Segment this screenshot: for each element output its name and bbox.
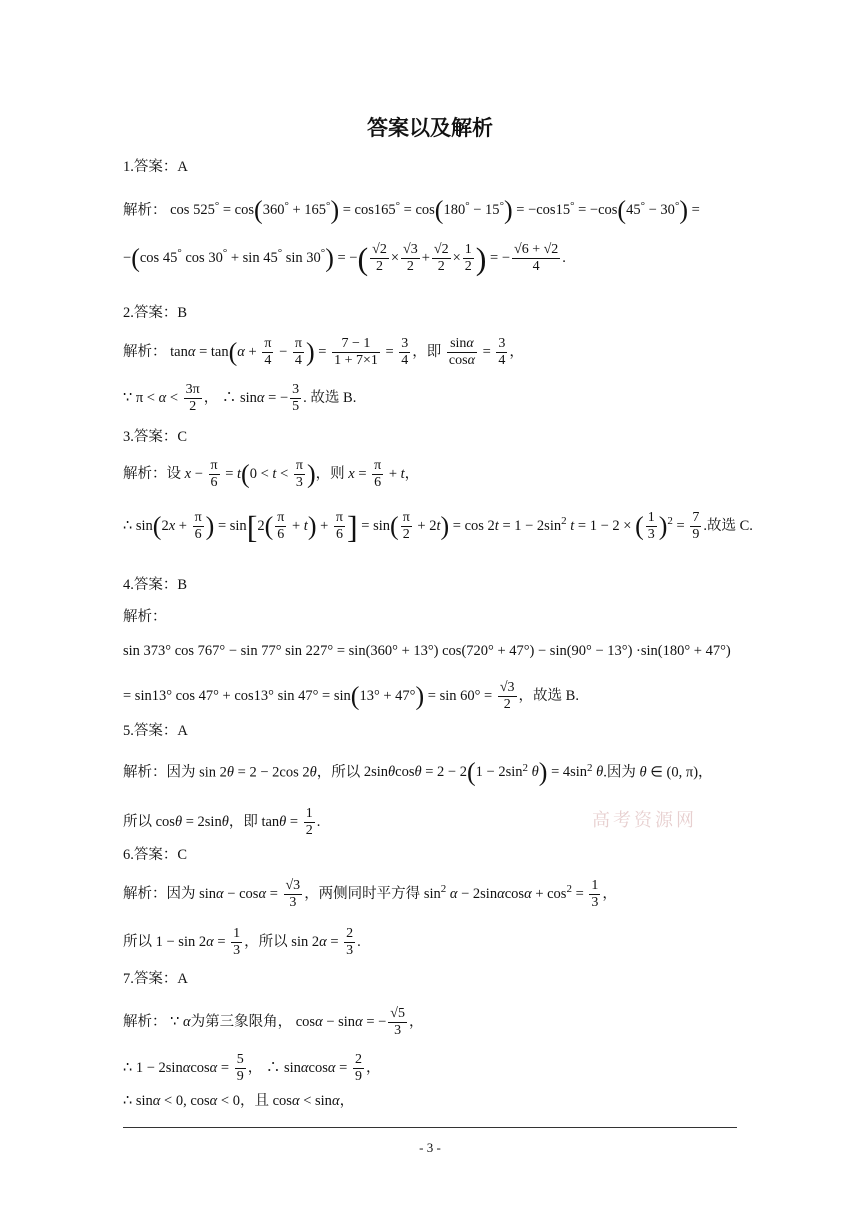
conclusion-3: .故选 C. bbox=[703, 517, 753, 534]
solution-1-line-1: 解析： cos 525° = cos(360° + 165°) = cos165° = cos(180° − 15°) = −cos15° = −cos(45° − 30°) = bbox=[123, 196, 700, 225]
text-ji: ，即 bbox=[412, 343, 442, 360]
solution-5-line-1: 解析：因为 sin 2θ = 2 − 2cos 2θ，所以 $2\sin\theta\cos\theta = 2 - 2(1 - 2\sin^2$ $\theta) = 4\sin^2$ θ.因为 θ ∈ (0, π)， bbox=[123, 758, 713, 787]
solution-5-line-2: 所以 cosθ = 2sinθ，即 tanθ = $\frac{1}{2}$ . bbox=[123, 806, 321, 839]
page-number: - 3 - bbox=[419, 1140, 441, 1155]
solution-6-line-1: 解析：因为 sinα − cosα = $\frac{√3}{3}$ ，两侧同时平方得 $\sin^2 \alpha - 2\sin\alpha\cos\alpha + \cos^2$ = $\frac{1}{3}$ ， bbox=[123, 878, 617, 911]
text-suoyi: ，所以 bbox=[316, 764, 361, 781]
solution-4-label: 解析： bbox=[123, 609, 167, 625]
text-suoyi-start: 所以 bbox=[123, 933, 152, 950]
watermark: 高考资源网 bbox=[592, 810, 697, 831]
answer-1: 1.答案：A bbox=[123, 159, 188, 175]
solution-2-line-1: 解析： tanα = tan(α + $\frac{\pi}{4}$ − $\frac{\pi}{4}$ ) = $\frac{7 - 1}{1 + 7\times 1}$ = $\frac{3}{4}$ ，即 $\frac{\sin\alpha}{\cos\alpha}$ = $\frac{3}{4}$ ， bbox=[123, 336, 524, 369]
solution-label: 解析： bbox=[123, 1013, 167, 1030]
solution-1-line-2: −(cos 45° cos 30° + sin 45° sin 30°) = −( $\frac{√2}{2}$ × $\frac{√3}{2}$ + $\frac{√2}{2}$ × $\frac{1}{2}$ ) = − $\frac{√6 + √2}{4}$ . bbox=[123, 240, 566, 277]
conclusion-4: ，故选 B. bbox=[518, 687, 579, 704]
solution-label: 解析： bbox=[123, 202, 167, 219]
answer-5: 5.答案：A bbox=[123, 723, 188, 739]
conclusion-2: 故选 B. bbox=[310, 389, 357, 406]
solution-3-line-2: ∴ sin(2x + $\frac{\pi}{6}$ ) = sin[2( $\frac{\pi}{6}$ + t) + $\frac{\pi}{6}$ ] = sin( $\frac{\pi}{2}$ + $2t) = \cos 2t = 1 - 2\sin^2$ t = 1 − 2 × ( $\frac{1}{3}$ )$^2$ = $\frac{7}{9}$ .故选 C. bbox=[123, 508, 753, 545]
solution-label: 解析：因为 bbox=[123, 764, 196, 781]
answer-3: 3.答案：C bbox=[123, 429, 188, 445]
answer-7: 7.答案：A bbox=[123, 971, 188, 987]
text-suoyi-start: 所以 bbox=[123, 813, 152, 830]
solution-2-line-2: ∵ π < α < $\frac{3\pi}{2}$ ， ∴ sinα = − $\frac{3}{5}$ . 故选 B. bbox=[123, 382, 357, 415]
solution-label: 解析：因为 bbox=[123, 885, 196, 902]
answer-4: 4.答案：B bbox=[123, 577, 188, 593]
solution-label: 解析： bbox=[123, 343, 167, 360]
solution-3-line-1: 解析：设 x − $\frac{\pi}{6}$ = t(0 < t < $\frac{\pi}{3}$ )，则 x = $\frac{\pi}{6}$ + t， bbox=[123, 458, 420, 491]
solution-4-line-2: = sin13° cos 47° + cos13° sin 47° = sin(13° + 47°) = sin 60° = $\frac{√3}{2}$ ，故选 B. bbox=[123, 680, 579, 713]
text-quadrant: 为第三象限角， bbox=[190, 1013, 293, 1030]
solution-4-line-1: sin 373° cos 767° − sin 77° sin 227° = sin(360° + 13°) cos(720° + 47°) − sin(90° − 13°) ·sin(180° + 47°) bbox=[123, 643, 731, 659]
solution-6-line-2: 所以 1 − sin 2α = $\frac{1}{3}$ ，所以 sin 2α = $\frac{2}{3}$ . bbox=[123, 926, 361, 959]
text-yinwei: .因为 bbox=[603, 764, 636, 781]
answer-2: 2.答案：B bbox=[123, 305, 188, 321]
page-title: 答案以及解析 bbox=[367, 116, 493, 140]
solution-label: 解析：设 bbox=[123, 465, 181, 482]
solution-7-line-2: ∴ 1 − 2sinαcosα = $\frac{5}{9}$ ， ∴ sinαcosα = $\frac{2}{9}$ ， bbox=[123, 1052, 381, 1085]
text-liangce: ，两侧同时平方得 bbox=[304, 885, 421, 902]
footer-rule bbox=[123, 1127, 737, 1128]
text-ji2: ，即 bbox=[228, 813, 258, 830]
text-qie: ，且 bbox=[239, 1093, 269, 1109]
answer-6: 6.答案：C bbox=[123, 847, 188, 863]
text-suoyi2: ，所以 bbox=[244, 933, 288, 950]
solution-7-line-1: 解析： ∵ α为第三象限角， cosα − sinα = − $\frac{√5}{3}$ ， bbox=[123, 1006, 424, 1039]
solution-7-line-3: ∴ sinα < 0, cosα < 0，且 cosα < sinα， bbox=[123, 1093, 355, 1109]
text-ze: ，则 bbox=[315, 465, 345, 482]
